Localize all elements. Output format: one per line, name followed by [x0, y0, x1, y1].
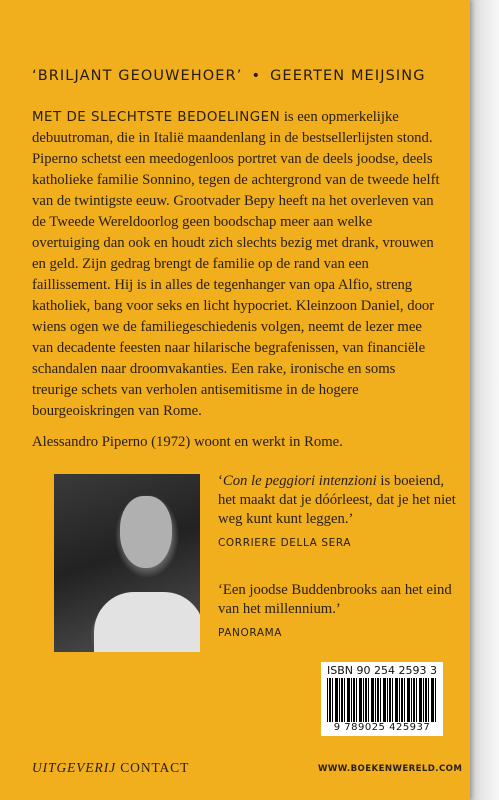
- author-photo: [54, 474, 200, 652]
- quote-text: ‘Een joodse Buddenbrooks aan het eind van het millennium.’: [218, 582, 452, 617]
- press-quote: [218, 472, 458, 553]
- publisher-imprint: UITGEVERIJ: [32, 760, 116, 775]
- tagline-reviewer: GEERTEN MEIJSING: [270, 68, 426, 84]
- tagline-quote: ‘BRILJANT GEOUWEHOER’: [32, 68, 243, 84]
- quote-book-title: Con le peggiori intenzioni: [222, 473, 377, 489]
- barcode-panel: [321, 662, 443, 736]
- isbn-number: ISBN 90 254 2593 3: [327, 664, 437, 677]
- review-tagline: [32, 68, 426, 84]
- author-photo-head: [120, 496, 172, 568]
- blurb-title: MET DE SLECHTSTE BEDOELINGEN: [32, 110, 281, 125]
- book-blurb: [32, 107, 442, 422]
- press-quote: [218, 581, 458, 643]
- quote-open-mark: ‘: [218, 473, 223, 489]
- blurb-body: is een opmerkelijke debuutroman, die in Italië maandenlang in de bestsellerlijsten stond. Piperno schetst een meedogenloos portret van de deels joodse, deels katholieke familie Sonnino, tegen de achtergrond van de tweede helft van de twintigste eeuw. Grootvader Bepy heeft na het overleven van de Tweede Wereldoorlog geen boodschap meer aan welke overtuiging dan ook en houdt zich slechts bezig met drank, vrouwen en geld. Zijn gedrag brengt de familie op de rand van een faillissement. Hij is in alles de tegenhanger van opa Alfio, streng katholiek, bang voor seks en licht hypocriet. Kleinzoon Daniel, door wiens ogen we de familiegeschiedenis volgen, neemt de lezer mee van decadente feesten naar hilarische begrafenissen, van financiële schandalen naar droomvakanties. Een rake, ironische en soms treurige schets van verholen antisemitisme in de hogere bourgeoiskringen van Rome.: [32, 109, 440, 419]
- publisher-name: [32, 760, 189, 776]
- publisher-label: CONTACT: [115, 760, 190, 775]
- website-url: WWW.BOEKENWERELD.COM: [318, 764, 463, 774]
- author-bio: Alessandro Piperno (1972) woont en werkt in Rome.: [32, 434, 343, 450]
- quote-source: CORRIERE DELLA SERA: [218, 537, 352, 549]
- page-block-edge: [469, 0, 499, 800]
- ean-number: 9 789025 425937: [333, 722, 431, 733]
- tagline-separator: •: [251, 68, 262, 84]
- author-photo-shirt: [94, 592, 200, 652]
- quote-text: is boeiend, het maakt dat je dóórleest, dat je het niet weg kunt kunt leggen.’: [218, 473, 456, 527]
- barcode-graphic: [327, 678, 437, 722]
- quote-source: PANORAMA: [218, 627, 283, 639]
